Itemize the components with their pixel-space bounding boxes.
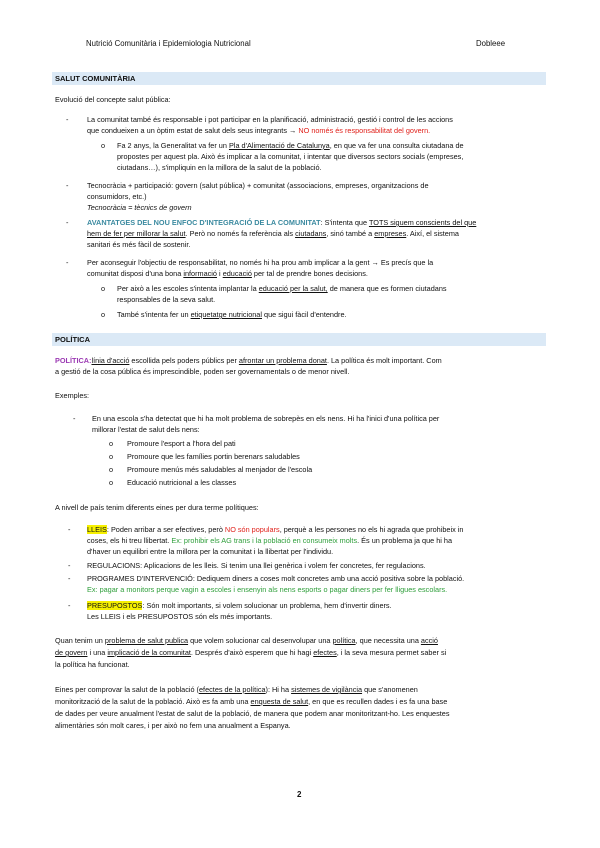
- bullet-dash: -: [68, 601, 71, 610]
- paragraph-line: sanitari és més fàcil de sostenir.: [87, 240, 191, 249]
- paragraph-line: coses, els hi treu llibertat. Ex: prohibir els AG trans i la població en consumeix molts. És un problema ja que hi ha: [87, 536, 453, 545]
- section-title-salut: SALUT COMUNITÀRIA: [52, 72, 546, 85]
- paragraph-line: Per aconseguir l'objectiu de responsabilitat, no només hi ha prou amb implicar a la gent → Es precís que la: [87, 258, 434, 267]
- bullet-dash: -: [66, 218, 69, 227]
- list-item: Promoure que les famílies portin berenars saludables: [127, 452, 300, 461]
- paragraph-line: Les LLEIS i els PRESUPOSTOS són els més importants.: [87, 612, 273, 621]
- paragraph-line: Fa 2 anys, la Generalitat va fer un Pla d'Alimentació de Catalunya, en que va fer una consulta ciutadana de: [117, 141, 464, 150]
- paragraph-line: hem de fer per millorar la salut. Però no només fa referència als ciutadans, sinó també a empreses. Així, el sistema: [87, 229, 459, 238]
- examples-label: Exemples:: [55, 391, 90, 400]
- paragraph-line: que condueixen a un òptim estat de salut dels seus integrants → NO només és responsabilitat del govern.: [87, 126, 431, 135]
- bullet-dash: -: [68, 574, 71, 583]
- paragraph-line: d'haver un equilibri entre la millora per la comunitat i la llibertat per l'individu.: [87, 547, 334, 556]
- bullet-circle: o: [109, 452, 114, 461]
- paragraph-line: millorar l'estat de salut dels nens:: [92, 425, 200, 434]
- paragraph-line: Ex: pagar a monitors perque vagin a escoles i ensenyin als nens esports o pagar diners per fer lligues escolars.: [87, 585, 448, 594]
- page-number: 2: [297, 790, 302, 799]
- bullet-dash: -: [68, 525, 71, 534]
- section-subtitle: Evolució del concepte salut pública:: [55, 95, 171, 104]
- paragraph-line: la política ha funcionat.: [55, 660, 130, 669]
- bullet-circle: o: [101, 141, 106, 150]
- paragraph-line: AVANTATGES DEL NOU ENFOC D'INTEGRACIÓ DE LA COMUNITAT: S'intenta que TOTS siguem conscients del que: [87, 218, 477, 227]
- paragraph-line: Quan tenim un problema de salut publica que volem solucionar cal desenvolupar una política, que necessita una acció: [55, 636, 438, 645]
- paragraph-line: Per això a les escoles s'intenta implantar la educació per la salut, de manera que es formen ciutadans: [117, 284, 447, 293]
- paragraph-line: responsables de la seva salut.: [117, 295, 216, 304]
- paragraph-line: La comunitat també és responsable i pot participar en la planificació, administració, gestió i control de les accions: [87, 115, 453, 124]
- list-item: Promoure menús més saludables al menjador de l'escola: [127, 465, 313, 474]
- paragraph-line: de govern i una implicació de la comunitat. Després d'això esperem que hi hagi efectes, i la seva mesura permet saber si: [55, 648, 447, 657]
- bullet-dash: -: [66, 258, 69, 267]
- list-item: Educació nutricional a les classes: [127, 478, 237, 487]
- highlight-red: NO només és responsabilitat del govern.: [298, 126, 431, 135]
- bullet-dash: -: [68, 561, 71, 570]
- bullet-circle: o: [101, 284, 106, 293]
- paragraph-line: alimentàries són molt cares, i per això no fem una anualment a Espanya.: [55, 721, 291, 730]
- paragraph-line: En una escola s'ha detectat que hi ha molt problema de sobrepès en els nens. Hi ha l'inici d'una política per: [92, 414, 440, 423]
- paragraph-line: POLÍTICA:línia d'acció escollida pels poders públics per afrontar un problema donat. La política és molt important. Com: [55, 356, 442, 365]
- paragraph-line: monitorització de la salut de la població. Això es fa amb una enquesta de salut, en que es recullen dades i es fa una base: [55, 697, 448, 706]
- list-item: Promoure l'esport a l'hora del pati: [127, 439, 236, 448]
- paragraph-line: consumidors, etc.): [87, 192, 147, 201]
- bullet-circle: o: [109, 478, 114, 487]
- paragraph-line: propostes per aquest pla. Això és implicar a la comunitat, i intentar que diversos sectors socials (empreses,: [117, 152, 464, 161]
- paragraph-line: PRESUPOSTOS: Són molt importants, si volem solucionar un problema, hem d'invertir diners.: [87, 601, 392, 610]
- bullet-dash: -: [66, 181, 69, 190]
- paragraph-line: Tecnocràcia + participació: govern (salut pública) + comunitat (associacions, empreses, organitzacions de: [87, 181, 429, 190]
- bullet-circle: o: [109, 465, 114, 474]
- header-title: Nutrició Comunitària i Epidemiologia Nutricional: [86, 39, 251, 48]
- section-title-politica: POLÍTICA: [52, 333, 546, 346]
- paragraph-line: ciutadans…), s'impliquin en la millora de la salut de la població.: [117, 163, 322, 172]
- header-author: Dobleee: [476, 39, 506, 48]
- bullet-circle: o: [101, 310, 106, 319]
- paragraph-line: REGULACIONS: Aplicacions de les lleis. Si tenim una llei genèrica i volem fer concretes, fer regulacions.: [87, 561, 426, 570]
- paragraph-line: Tecnocràcia = tècnics de govern: [87, 203, 192, 212]
- bullet-dash: -: [73, 414, 76, 423]
- paragraph-line: a gestió de la cosa pública és imprescindible, poden ser governamentals o de menor nivell.: [55, 367, 350, 376]
- bullet-dash: -: [66, 115, 69, 124]
- paragraph-line: A nivell de país tenim diferents eines per dura terme polítiques:: [55, 503, 259, 512]
- paragraph-line: LLEIS: Poden arribar a ser efectives, però NO són populars, perquè a les persones no els hi agrada que prohibeix in: [87, 525, 464, 534]
- paragraph-line: Eines per comprovar la salut de la població (efectes de la política): Hi ha sistemes de vigilància que s'anomenen: [55, 685, 418, 694]
- paragraph-line: de dades per veure anualment l'estat de salut de la població, de manera que podem anar monitoritzant-ho. Les enquestes: [55, 709, 450, 718]
- paragraph-line: PROGRAMES D'INTERVENCIÓ: Dediquem diners a coses molt concretes amb una acció positiva sobre la població.: [87, 574, 465, 583]
- paragraph-line: comunitat disposi d'una bona informació i educació per tal de prendre bones decisions.: [87, 269, 368, 278]
- bullet-circle: o: [109, 439, 114, 448]
- paragraph-line: També s'intenta fer un etiquetatge nutricional que sigui fàcil d'entendre.: [117, 310, 347, 319]
